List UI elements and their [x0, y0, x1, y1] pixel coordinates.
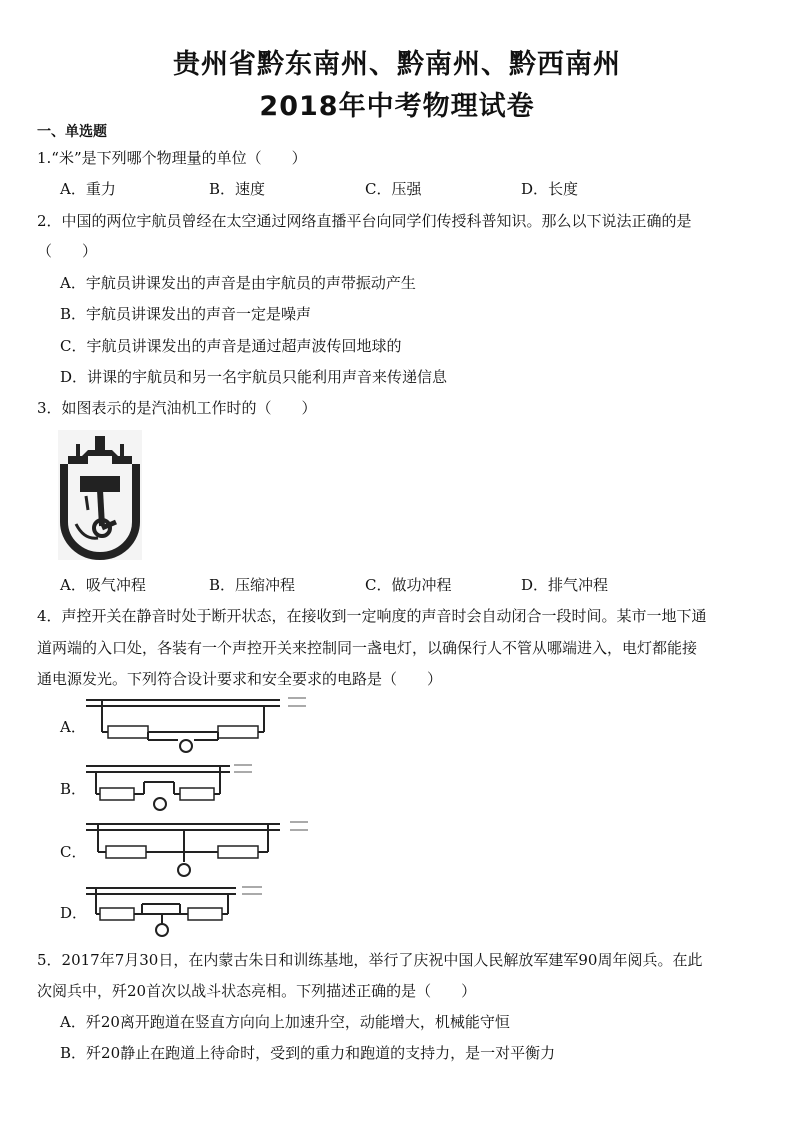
q2-option-b: B．宇航员讲课发出的声音一定是噪声	[60, 305, 312, 323]
q5-option-a: A．歼20离开跑道在竖直方向向上加速升空，动能增大，机械能守恒	[60, 1013, 510, 1031]
question-4-stem-line1: 4．声控开关在静音时处于断开状态，在接收到一定响度的声音时会自动闭合一段时间。某市一地下通	[37, 607, 707, 625]
exam-title-line2: 2018年中考物理试卷	[259, 91, 535, 122]
question-4-stem-line2: 道两端的入口处，各装有一个声控开关来控制同一盏电灯，以确保行人不管从哪端进入，电灯都能接	[37, 639, 698, 657]
circuit-diagram-d	[84, 884, 266, 940]
q3-option-a: A．吸气冲程	[60, 576, 146, 594]
circuit-diagram-b	[84, 762, 256, 812]
q4-option-d-label: D．	[60, 904, 88, 922]
question-3-stem: 3．如图表示的是汽油机工作时的（ ）	[37, 399, 317, 417]
question-2-stem-line2: （ ）	[37, 242, 98, 260]
q3-option-b: B．压缩冲程	[209, 576, 296, 594]
q2-option-d: D．讲课的宇航员和另一名宇航员只能利用声音来传递信息	[60, 368, 448, 386]
circuit-diagram-a	[84, 694, 310, 756]
q4-option-b-label: B．	[60, 780, 87, 798]
q1-option-a: A．重力	[60, 180, 116, 198]
question-1-stem: 1.“米”是下列哪个物理量的单位（ ）	[37, 149, 307, 167]
q1-option-c: C．压强	[365, 180, 422, 198]
q1-option-b: B．速度	[209, 180, 266, 198]
section-heading: 一、单选题	[37, 124, 107, 140]
q3-option-d: D．排气冲程	[521, 576, 609, 594]
q4-option-c-label: C．	[60, 843, 87, 861]
exam-title-line1: 贵州省黔东南州、黔南州、黔西南州	[173, 49, 621, 80]
q3-option-c: C．做功冲程	[365, 576, 452, 594]
question-5-stem-line1: 5．2017年7月30日，在内蒙古朱日和训练基地，举行了庆祝中国人民解放军建军90周年阅兵。在此	[37, 951, 703, 969]
q1-option-d: D．长度	[521, 180, 579, 198]
q2-option-c: C．宇航员讲课发出的声音是通过超声波传回地球的	[60, 337, 402, 355]
question-2-stem-line1: 2．中国的两位宇航员曾经在太空通过网络直播平台向同学们传授科普知识。那么以下说法正确的是	[37, 212, 692, 230]
question-4-stem-line3: 通电源发光。下列符合设计要求和安全要求的电路是（ ）	[37, 670, 443, 688]
q4-option-a-label: A．	[60, 718, 86, 736]
engine-stroke-figure	[58, 430, 142, 560]
circuit-diagram-c	[84, 818, 312, 880]
q2-option-a: A．宇航员讲课发出的声音是由宇航员的声带振动产生	[60, 274, 416, 292]
q5-option-b: B．歼20静止在跑道上待命时，受到的重力和跑道的支持力，是一对平衡力	[60, 1044, 556, 1062]
question-5-stem-line2: 次阅兵中，歼20首次以战斗状态亮相。下列描述正确的是（ ）	[37, 982, 477, 1000]
